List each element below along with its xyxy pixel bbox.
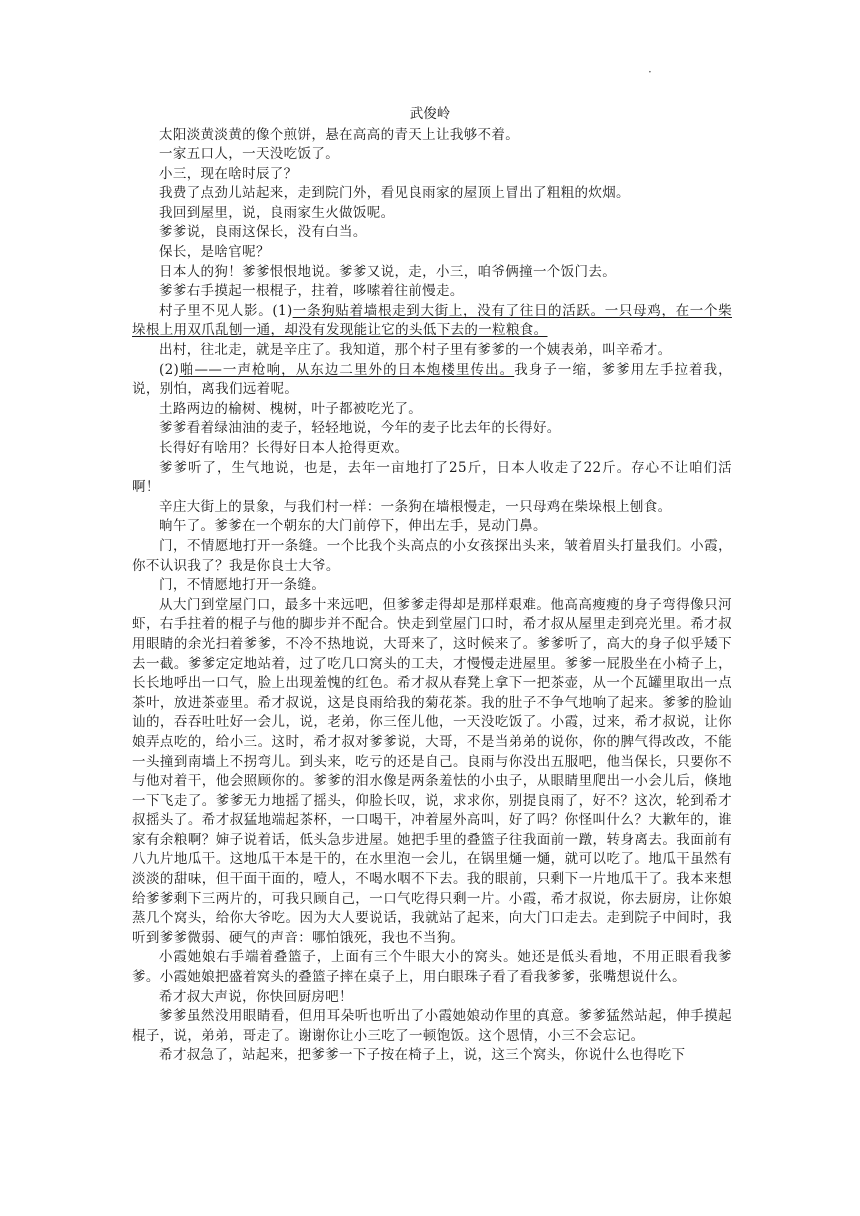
corner-mark: ·	[648, 65, 652, 79]
paragraph	[132, 204, 732, 224]
paragraph	[132, 498, 732, 518]
paragraph-text: 小三，现在啥时辰了？	[159, 165, 298, 182]
paragraph	[132, 165, 732, 185]
paragraph	[132, 282, 732, 302]
paragraph	[132, 145, 732, 165]
paragraph-text: 日本人的狗！爹爹恨恨地说。爹爹又说，走，小三，咱爷俩撞一个饭门去。	[159, 263, 617, 280]
paragraph	[132, 948, 732, 987]
paragraph-text: 我费了点劲儿站起来，走到院门外，看见良雨家的屋顶上冒出了粗粗的炊烟。	[159, 185, 630, 202]
paragraph	[132, 459, 732, 498]
paragraph-text: 保长，是啥官呢？	[159, 244, 270, 261]
paragraph	[132, 302, 732, 341]
paragraph-text: 希才叔急了，站起来，把爹爹一下子按在椅子上，说，这三个窝头，你说什么也得吃下	[159, 1047, 686, 1064]
paragraph	[132, 439, 732, 459]
paragraph-text: 小霞她娘右手端着叠篮子，上面有三个牛眼大小的窝头。她还是低头看地，不用正眼看我爹爹。小霞她娘把盛着窝头的叠篮子摔在桌子上，用白眼珠子看了看我爹爹，张嘴想说什么。	[132, 949, 732, 986]
paragraph	[132, 126, 732, 146]
paragraph-text: (2)	[159, 361, 180, 378]
paragraph	[132, 1046, 732, 1066]
paragraph-text: 我身子一缩，爹爹用左手拉着我，说，别怕，离我们远着呢。	[132, 361, 732, 398]
paragraph	[132, 1007, 732, 1046]
paragraph-text: 土路两边的榆树、槐树，叶子都被吃光了。	[159, 400, 423, 417]
paragraph-text: 一家五口人，一天没吃饭了。	[159, 146, 340, 163]
paragraph	[132, 341, 732, 361]
paragraph	[132, 361, 732, 400]
paragraph	[132, 263, 732, 283]
paragraph-text: 爹爹虽然没用眼睛看，但用耳朵听也听出了小霞她娘动作里的真意。爹爹猛然站起，伸手摸起棍子，说，弟弟，哥走了。谢谢你让小三吃了一顿饱饭。这个恩情，小三不会忘记。	[132, 1008, 732, 1044]
underlined-text: 啪——一声枪响，从东边二里外的日本炮楼里传出。	[179, 361, 515, 378]
paragraph-text: 爹爹看着绿油油的麦子，轻轻地说，今年的麦子比去年的长得好。	[159, 420, 561, 437]
paragraph-text: 门，不情愿地打开一条缝。一个比我个头高点的小女孩探出头来，皱着眉头打量我们。小霞，你不认识我了？我是你良士大爷。	[132, 537, 732, 574]
document-title: 武俊岭	[409, 106, 451, 122]
paragraph	[132, 988, 732, 1008]
paragraph-text: 晌午了。爹爹在一个朝东的大门前停下，伸出左手，晃动门鼻。	[159, 518, 547, 535]
paragraph	[132, 419, 732, 439]
paragraph	[132, 184, 732, 204]
paragraph-text: 太阳淡黄淡黄的像个煎饼，悬在高高的青天上让我够不着。	[159, 126, 520, 143]
paragraph-text: 我回到屋里，说，良雨家生火做饭呢。	[159, 204, 395, 221]
paragraph-text: 爹爹右手摸起一根棍子，拄着，哆嗦着往前慢走。	[159, 283, 464, 300]
underlined-text: 一条狗贴着墙根走到大街上，没有了往日的活跃。一只母鸡，在一个柴垛根上用双爪乱刨一通，却没有发现能让它的头低下去的一粒粮食。	[132, 302, 732, 339]
paragraph-text: 辛庄大街上的景象，与我们村一样：一条狗在墙根慢走，一只母鸡在柴垛根上刨食。	[159, 498, 672, 515]
paragraph	[132, 576, 732, 596]
paragraph-text: 长得好有啥用？长得好日本人抢得更欢。	[159, 440, 409, 456]
paragraph-text: 爹爹听了，生气地说，也是，去年一亩地打了25斤，日本人收走了22斤。存心不让咱们活啊！	[132, 459, 732, 496]
paragraph-text: 门，不情愿地打开一条缝。	[159, 577, 326, 594]
paragraph	[132, 537, 732, 576]
paragraph-text: 希才叔大声说，你快回厨房吧！	[159, 988, 353, 1005]
paragraph-text: 出村，往北走，就是辛庄了。我知道，那个村子里有爹爹的一个姨表弟，叫辛希才。	[159, 342, 672, 359]
paragraph	[132, 223, 732, 243]
paragraph-text: 村子里不见人影。(1)	[159, 302, 293, 319]
paragraph	[132, 517, 732, 537]
paragraph-text: 爹爹说，良雨这保长，没有白当。	[159, 224, 367, 241]
paragraph	[132, 243, 732, 263]
paragraph-text: 从大门到堂屋门口，最多十来远吧，但爹爹走得却是那样艰难。他高高瘦瘦的身子弯得像只河虾，右手拄着的棍子与他的脚步并不配合。快走到堂屋门口时，希才叔从屋里走到亮光里。希才叔用眼睛的余光扫着爹爹，不冷不热地说，大哥来了，这时候来了。爹爹听了，高大的身子似乎矮下去一截。爹爹定定地站着，过了吃几口窝头的工夫，才慢慢走进屋里。爹爹一屁股坐在小椅子上，长长地呼出一口气，脸上出现羞愧的红色。希才叔从春凳上拿下一把茶壶，从一个瓦罐里取出一点茶叶，放进茶壶里。希才叔说，这是良雨给我的菊花茶。我的肚子不争气地响了起来。爹爹的脸讪讪的，吞吞吐吐好一会儿，说，老弟，你三侄儿他，一天没吃饭了。小霞，过来，希才叔说，让你娘弄点吃的，给小三。这时，希才叔对爹爹说，大哥，不是当弟弟的说你，你的脾气得改改，不能一头撞到南墙上不拐弯儿。到头来，吃亏的还是自己。良雨与你没出五服吧，他当保长，只要你不与他对着干，他会照顾你的。爹爹的泪水像是两条羞怯的小虫子，从眼睛里爬出一小会儿后，倏地一下飞走了。爹爹无力地摇了摇头，仰脸长叹，说，求求你，别提良雨了，好不？这次，轮到希才叔摇头了。希才叔猛地端起茶杯，一口喝干，冲着屋外高叫，好了吗？你怪叫什么？大歉年的，谁家有余粮啊？婶子说着话，低头急步进屋。她把手里的叠篮子往我面前一蹾，转身离去。我面前有八九片地瓜干。这地瓜干本是干的，在水里泡一会儿，在锅里熥一熥，就可以吃了。地瓜干虽然有淡淡的甜味，但干面干面的，噎人，不喝水咽不下去。我的眼前，只剩下一片地瓜干了。我本来想给爹爹剩下三两片的，可我只顾自己，一口气吃得只剩一片。小霞，希才叔说，你去厨房，让你娘蒸几个窝头，给你大爷吃。因为大人要说话，我就站了起来，向大门口走去。走到院子中间时，我听到爹爹微弱、硬气的声音：哪怕饿死，我也不当狗。	[132, 596, 732, 946]
article-body	[132, 126, 732, 1067]
paragraph	[132, 400, 732, 420]
paragraph	[132, 596, 732, 949]
